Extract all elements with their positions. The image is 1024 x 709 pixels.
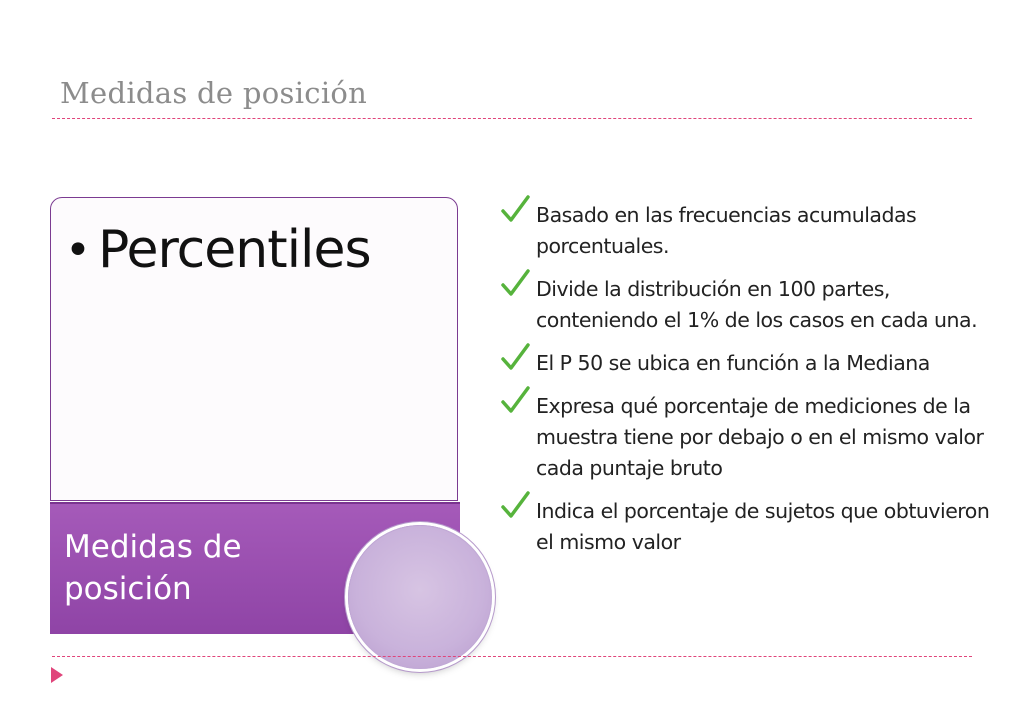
bullet-text: Divide la distribución en 100 partes, conteniendo el 1% de los casos en cada una.: [536, 277, 978, 332]
card-heading: Percentiles: [97, 220, 371, 280]
check-icon: [500, 490, 530, 520]
percentiles-card: [50, 197, 460, 634]
check-icon: [500, 342, 530, 372]
top-divider: [52, 118, 972, 119]
check-icon: [500, 385, 530, 415]
slide-title: Medidas de posición: [60, 76, 368, 110]
card-top-panel: [50, 197, 458, 501]
card-label: Medidas de posición: [64, 529, 242, 607]
check-icon: [500, 194, 530, 224]
bullet-text: Indica el porcentaje de sujetos que obtuvieron el mismo valor: [536, 499, 990, 554]
card-bullet-dot: •: [65, 224, 90, 276]
decorative-circle: [348, 525, 492, 669]
bottom-divider: [52, 656, 972, 657]
card-bullet-row: [65, 220, 371, 280]
bullet-text: Expresa qué porcentaje de mediciones de la muestra tiene por debajo o en el mismo valor cada puntaje bruto: [536, 394, 984, 480]
play-arrow-icon[interactable]: [50, 666, 64, 684]
list-item: [500, 391, 1000, 484]
bullet-list: [500, 200, 1000, 570]
list-item: [500, 496, 1000, 558]
bullet-text: Basado en las frecuencias acumuladas porcentuales.: [536, 203, 917, 258]
list-item: [500, 200, 1000, 262]
list-item: [500, 274, 1000, 336]
bullet-text: El P 50 se ubica en función a la Mediana: [536, 351, 930, 375]
list-item: [500, 348, 1000, 379]
check-icon: [500, 268, 530, 298]
